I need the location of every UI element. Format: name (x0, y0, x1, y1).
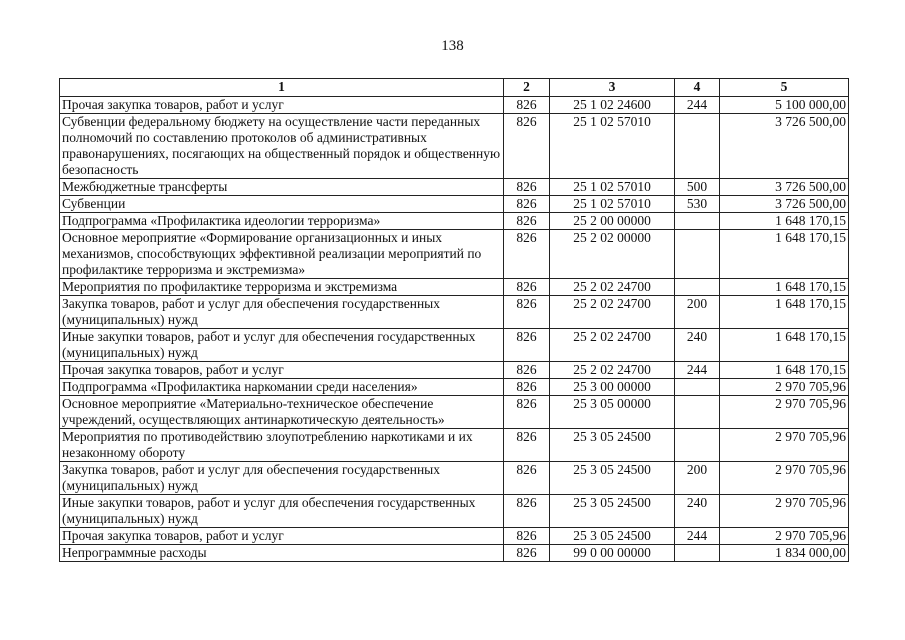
row-code: 826 (504, 230, 550, 279)
column-header: 2 (504, 79, 550, 97)
row-sum: 1 648 170,15 (720, 296, 849, 329)
column-header: 4 (675, 79, 720, 97)
row-expense-type (675, 379, 720, 396)
row-name: Прочая закупка товаров, работ и услуг (60, 97, 504, 114)
row-sum: 2 970 705,96 (720, 379, 849, 396)
row-name: Субвенции федеральному бюджету на осуществление части переданных полномочий по составлению протоколов об административных правонарушениях, посягающих на общественный порядок и общественную безопасность (60, 114, 504, 179)
row-code: 826 (504, 545, 550, 562)
table-row (60, 230, 849, 279)
column-header: 1 (60, 79, 504, 97)
row-article: 25 2 02 00000 (550, 230, 675, 279)
row-sum: 3 726 500,00 (720, 114, 849, 179)
table-header-row (60, 79, 849, 97)
row-article: 25 1 02 57010 (550, 114, 675, 179)
row-name: Иные закупки товаров, работ и услуг для обеспечения государственных (муниципальных) нужд (60, 329, 504, 362)
table-row (60, 196, 849, 213)
table-row (60, 495, 849, 528)
row-code: 826 (504, 196, 550, 213)
row-name: Прочая закупка товаров, работ и услуг (60, 528, 504, 545)
row-code: 826 (504, 97, 550, 114)
row-sum: 1 648 170,15 (720, 230, 849, 279)
table-row (60, 379, 849, 396)
row-name: Мероприятия по профилактике терроризма и экстремизма (60, 279, 504, 296)
row-sum: 1 648 170,15 (720, 279, 849, 296)
row-expense-type (675, 396, 720, 429)
row-sum: 2 970 705,96 (720, 495, 849, 528)
page-number: 138 (441, 38, 464, 54)
row-sum: 1 648 170,15 (720, 329, 849, 362)
row-expense-type: 244 (675, 528, 720, 545)
row-name: Мероприятия по противодействию злоупотреблению наркотиками и их незаконному обороту (60, 429, 504, 462)
row-expense-type (675, 213, 720, 230)
row-name: Закупка товаров, работ и услуг для обеспечения государственных (муниципальных) нужд (60, 462, 504, 495)
row-sum: 2 970 705,96 (720, 528, 849, 545)
row-article: 25 1 02 24600 (550, 97, 675, 114)
table-body (60, 97, 849, 562)
row-article: 25 3 00 00000 (550, 379, 675, 396)
row-code: 826 (504, 396, 550, 429)
row-name: Прочая закупка товаров, работ и услуг (60, 362, 504, 379)
row-sum: 1 834 000,00 (720, 545, 849, 562)
row-code: 826 (504, 379, 550, 396)
row-expense-type: 244 (675, 362, 720, 379)
row-article: 25 2 02 24700 (550, 362, 675, 379)
row-article: 25 3 05 00000 (550, 396, 675, 429)
row-name: Межбюджетные трансферты (60, 179, 504, 196)
table-row (60, 213, 849, 230)
row-expense-type (675, 279, 720, 296)
row-code: 826 (504, 296, 550, 329)
column-header: 3 (550, 79, 675, 97)
row-sum: 1 648 170,15 (720, 362, 849, 379)
row-name: Основное мероприятие «Материально-техническое обеспечение учреждений, осуществляющих антинаркотическую деятельность» (60, 396, 504, 429)
row-sum: 2 970 705,96 (720, 396, 849, 429)
row-expense-type: 244 (675, 97, 720, 114)
row-sum: 2 970 705,96 (720, 462, 849, 495)
row-expense-type: 200 (675, 296, 720, 329)
table-row (60, 329, 849, 362)
row-article: 25 2 02 24700 (550, 296, 675, 329)
row-article: 25 1 02 57010 (550, 179, 675, 196)
row-expense-type: 500 (675, 179, 720, 196)
table-row (60, 114, 849, 179)
row-code: 826 (504, 528, 550, 545)
row-code: 826 (504, 362, 550, 379)
row-expense-type (675, 545, 720, 562)
row-code: 826 (504, 329, 550, 362)
row-code: 826 (504, 179, 550, 196)
row-sum: 2 970 705,96 (720, 429, 849, 462)
column-header: 5 (720, 79, 849, 97)
row-code: 826 (504, 495, 550, 528)
row-name: Субвенции (60, 196, 504, 213)
table-row (60, 429, 849, 462)
table-row (60, 97, 849, 114)
row-expense-type (675, 230, 720, 279)
row-sum: 3 726 500,00 (720, 179, 849, 196)
table-row (60, 396, 849, 429)
row-sum: 5 100 000,00 (720, 97, 849, 114)
row-name: Иные закупки товаров, работ и услуг для обеспечения государственных (муниципальных) нужд (60, 495, 504, 528)
table-row (60, 296, 849, 329)
row-article: 25 1 02 57010 (550, 196, 675, 213)
row-name: Подпрограмма «Профилактика идеологии терроризма» (60, 213, 504, 230)
row-article: 25 3 05 24500 (550, 429, 675, 462)
row-expense-type: 530 (675, 196, 720, 213)
row-code: 826 (504, 114, 550, 179)
row-article: 25 2 02 24700 (550, 329, 675, 362)
row-code: 826 (504, 279, 550, 296)
row-sum: 1 648 170,15 (720, 213, 849, 230)
row-name: Закупка товаров, работ и услуг для обеспечения государственных (муниципальных) нужд (60, 296, 504, 329)
row-expense-type: 240 (675, 495, 720, 528)
table-row (60, 279, 849, 296)
row-name: Основное мероприятие «Формирование организационных и иных механизмов, способствующих эффективной реализации мероприятий по профилактике терроризма и экстремизма» (60, 230, 504, 279)
row-expense-type (675, 114, 720, 179)
row-code: 826 (504, 462, 550, 495)
row-code: 826 (504, 429, 550, 462)
row-expense-type (675, 429, 720, 462)
table-row (60, 462, 849, 495)
row-name: Подпрограмма «Профилактика наркомании среди населения» (60, 379, 504, 396)
row-expense-type: 200 (675, 462, 720, 495)
row-sum: 3 726 500,00 (720, 196, 849, 213)
table-row (60, 179, 849, 196)
row-article: 25 2 00 00000 (550, 213, 675, 230)
budget-table (59, 78, 849, 562)
row-article: 25 3 05 24500 (550, 462, 675, 495)
row-article: 25 3 05 24500 (550, 528, 675, 545)
row-article: 99 0 00 00000 (550, 545, 675, 562)
table-row (60, 545, 849, 562)
row-article: 25 3 05 24500 (550, 495, 675, 528)
row-expense-type: 240 (675, 329, 720, 362)
table-row (60, 528, 849, 545)
row-name: Непрограммные расходы (60, 545, 504, 562)
row-article: 25 2 02 24700 (550, 279, 675, 296)
table-row (60, 362, 849, 379)
row-code: 826 (504, 213, 550, 230)
